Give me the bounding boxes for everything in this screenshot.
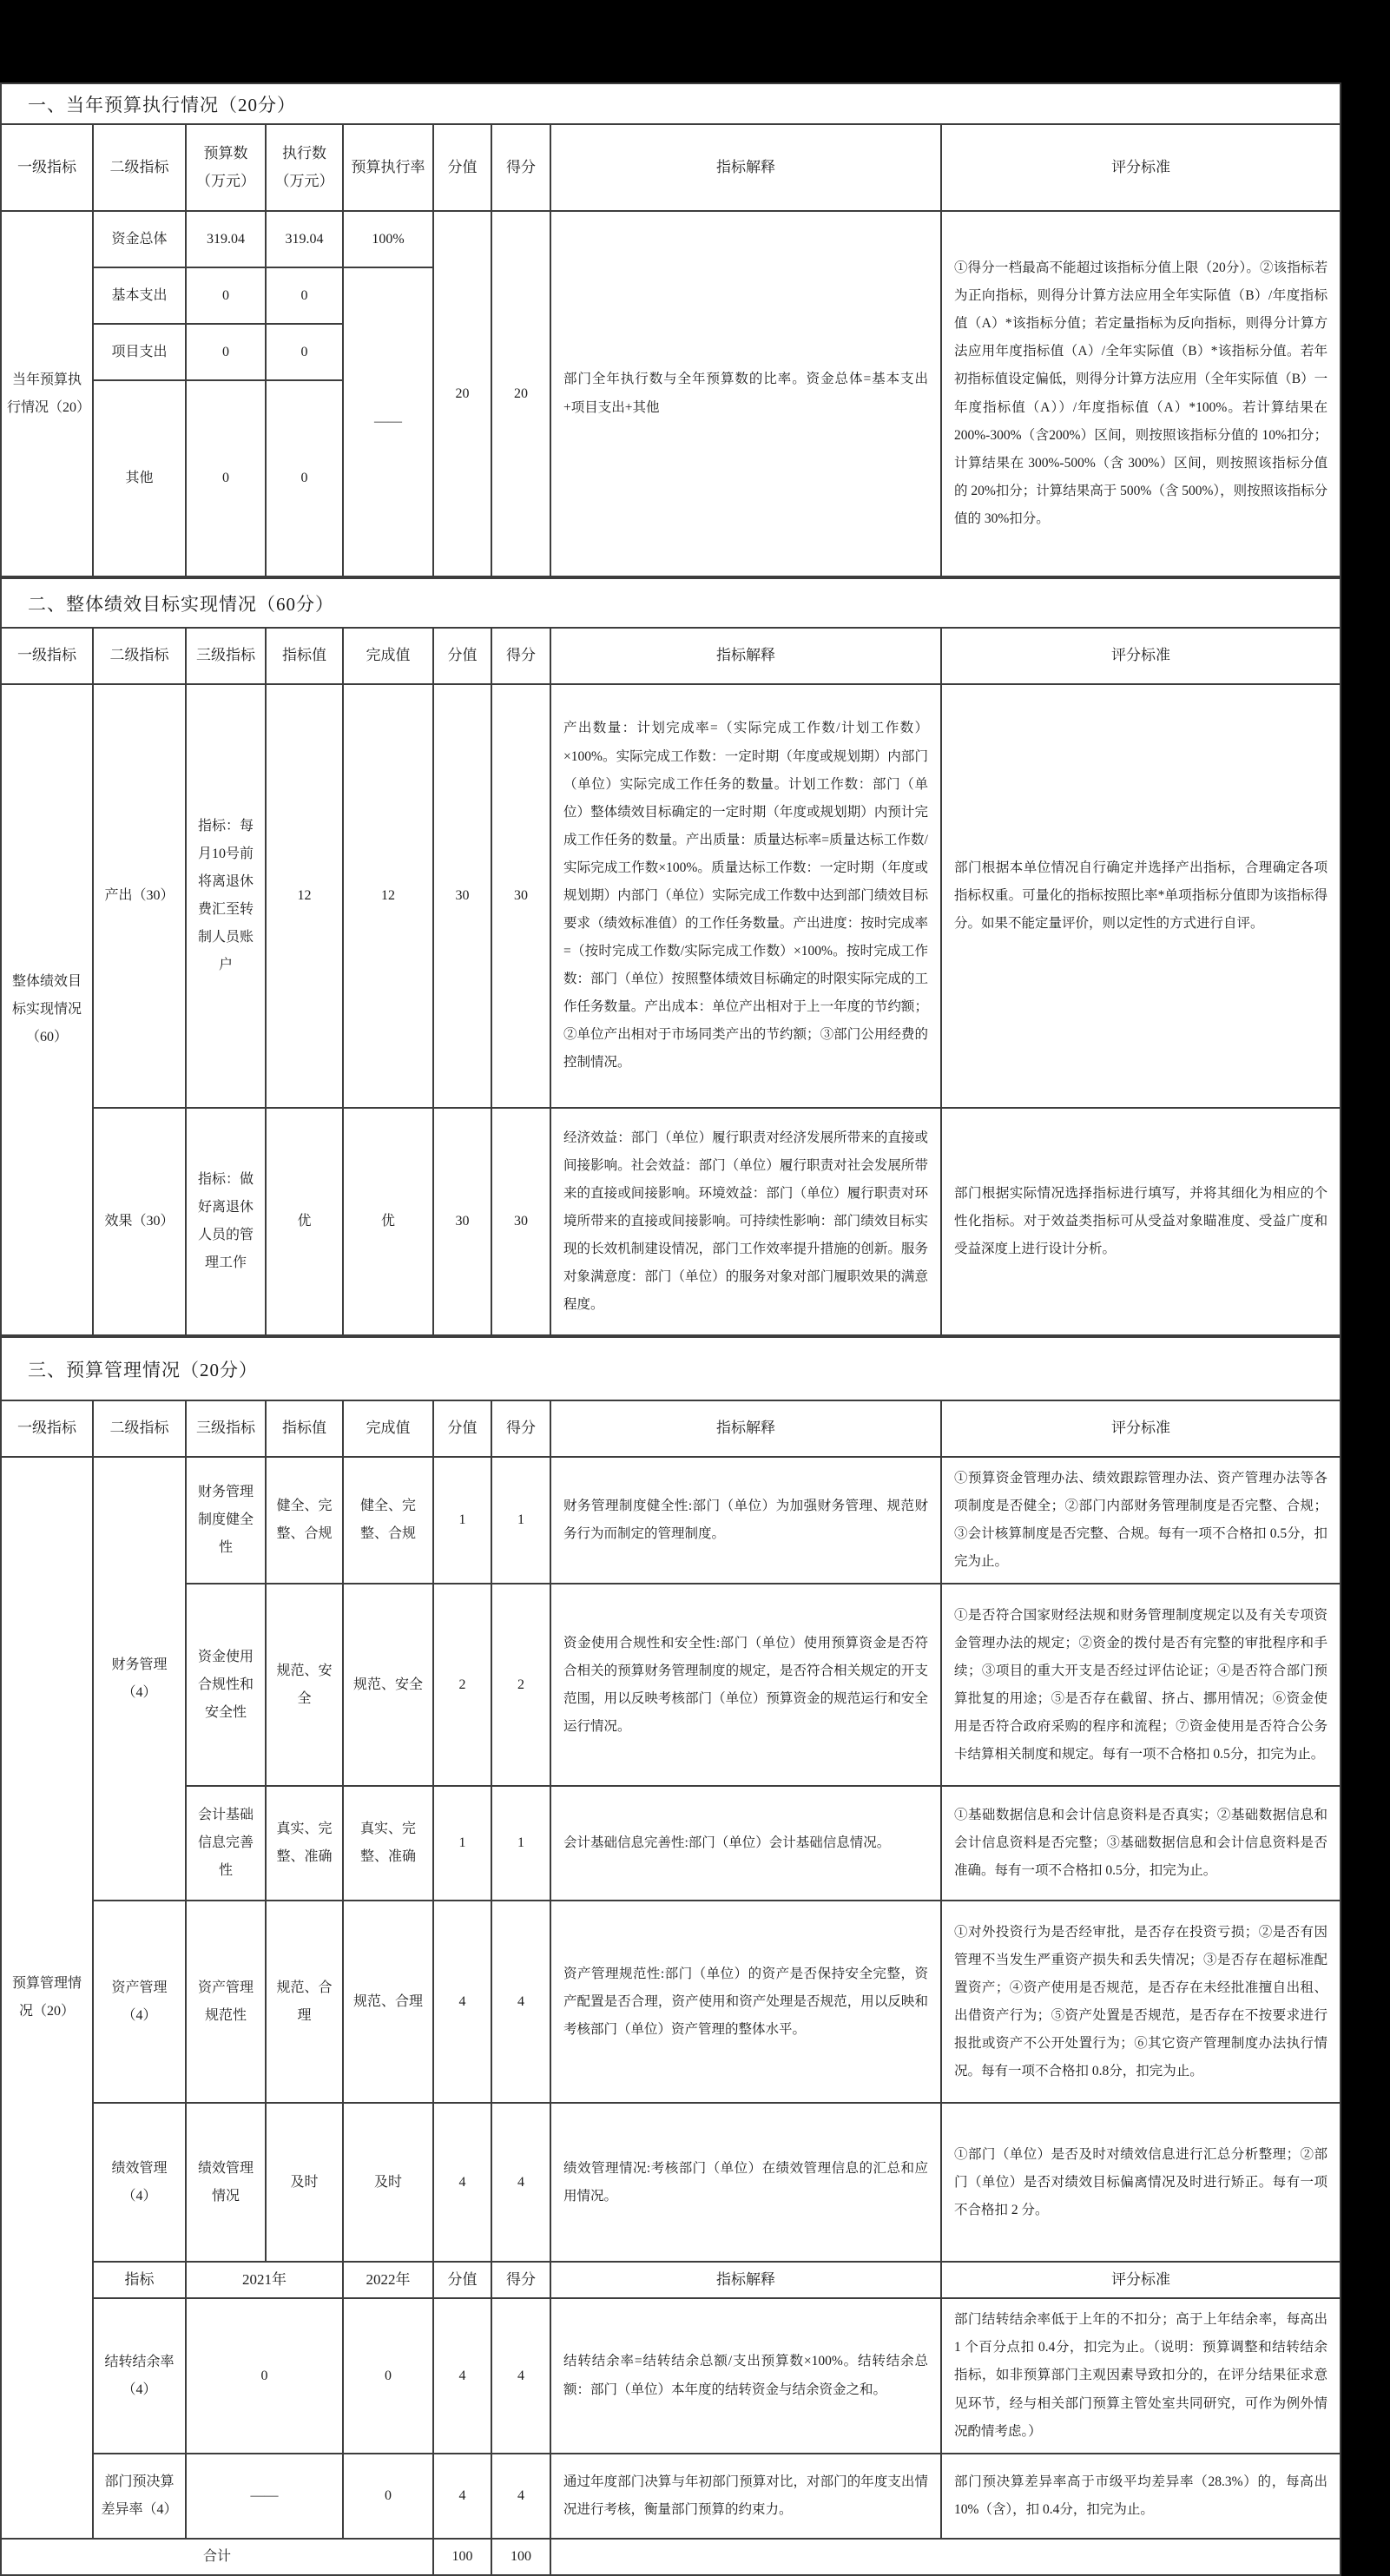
cell-score: 20	[491, 211, 550, 576]
col-header-level2: 二级指标	[93, 1400, 186, 1457]
cell-points: 4	[433, 2103, 491, 2262]
cell-executed: 0	[266, 324, 343, 380]
col-header-criteria: 评分标准	[941, 124, 1341, 211]
col-header-level2: 二级指标	[93, 124, 186, 211]
col-header-level2: 二级指标	[93, 628, 186, 684]
col-header-level1: 一级指标	[1, 1400, 93, 1457]
sub-header-points: 分值	[433, 2262, 491, 2298]
cell-target-value: 优	[266, 1108, 343, 1335]
sub-header-2022: 2022年	[343, 2262, 433, 2298]
cell-level2-finance: 财务管理（4）	[93, 1457, 186, 1901]
cell-done-value: 规范、安全	[343, 1584, 433, 1786]
col-header-done: 完成值	[343, 628, 433, 684]
table-row	[1, 211, 1341, 267]
cell-done-value: 12	[343, 684, 433, 1108]
cell-points: 30	[433, 1108, 491, 1335]
sub-header-indicator: 指标	[93, 2262, 186, 2298]
col-header-level3: 三级指标	[186, 628, 266, 684]
total-row	[1, 2539, 1341, 2575]
col-header-executed: 执行数（万元）	[266, 124, 343, 211]
table-row	[1, 1457, 1341, 1584]
cell-rate-merged: ——	[343, 267, 433, 576]
section2-header-row	[1, 628, 1341, 684]
cell-budget: 0	[186, 324, 266, 380]
cell-explanation: 部门全年执行数与全年预算数的比率。资金总体=基本支出+项目支出+其他	[550, 211, 941, 576]
cell-target-value: 健全、完整、合规	[266, 1457, 343, 1584]
col-header-points: 分值	[433, 628, 491, 684]
section1-table	[0, 82, 1341, 577]
table-row	[1, 2298, 1341, 2453]
col-header-explanation: 指标解释	[550, 1400, 941, 1457]
cell-2022-value: 0	[343, 2298, 433, 2453]
cell-score: 4	[491, 2454, 550, 2539]
cell-score: 1	[491, 1786, 550, 1901]
cell-executed: 319.04	[266, 211, 343, 267]
cell-level2-indicator: 效果（30）	[93, 1108, 186, 1335]
sub-header-criteria: 评分标准	[941, 2262, 1341, 2298]
table-row	[1, 2103, 1341, 2262]
cell-total-label: 合计	[1, 2539, 433, 2575]
cell-level3-indicator: 会计基础信息完善性	[186, 1786, 266, 1901]
table-row	[1, 1584, 1341, 1786]
col-header-explanation: 指标解释	[550, 124, 941, 211]
col-header-points: 分值	[433, 1400, 491, 1457]
sub-header-score: 得分	[491, 2262, 550, 2298]
document-page	[0, 82, 1340, 2564]
section3-title: 三、预算管理情况（20分）	[1, 1337, 1341, 1400]
cell-criteria: ①预算资金管理办法、绩效跟踪管理办法、资产管理办法等各项制度是否健全；②部门内部财务管理制度是否完整、合规；③会计核算制度是否完整、合规。每有一项不合格扣 0.5分，扣完为止。	[941, 1457, 1341, 1584]
cell-criteria: ①对外投资行为是否经审批，是否存在投资亏损；②是否有因管理不当发生严重资产损失和丢失情况；③是否存在超标准配置资产；④资产使用是否规范，是否存在未经批准擅自出租、出借资产行为；⑤资产处置是否规范，是否存在不按要求进行报批或资产不公开处置行为；⑥其它资产管理制度办法执行情况。每有一项不合格扣 0.8分，扣完为止。	[941, 1901, 1341, 2103]
col-header-score: 得分	[491, 1400, 550, 1457]
cell-criteria: 部门预决算差异率高于市级平均差异率（28.3%）的，每高出 10%（含），扣 0.4分，扣完为止。	[941, 2454, 1341, 2539]
cell-target-value: 12	[266, 684, 343, 1108]
section1-header-row	[1, 124, 1341, 211]
table-row	[1, 684, 1341, 1108]
cell-level2-indicator: 产出（30）	[93, 684, 186, 1108]
cell-target-value: 规范、合理	[266, 1901, 343, 2103]
col-header-criteria: 评分标准	[941, 628, 1341, 684]
cell-row-label: 项目支出	[93, 324, 186, 380]
cell-criteria: ①基础数据信息和会计信息资料是否真实；②基础数据信息和会计信息资料是否完整；③基础数据信息和会计信息资料是否准确。每有一项不合格扣 0.5分，扣完为止。	[941, 1786, 1341, 1901]
section1-title: 一、当年预算执行情况（20分）	[1, 83, 1341, 124]
table-row	[1, 1108, 1341, 1335]
col-header-done: 完成值	[343, 1400, 433, 1457]
cell-budget: 319.04	[186, 211, 266, 267]
section3-title-row	[1, 1337, 1341, 1400]
cell-points: 4	[433, 1901, 491, 2103]
sub-header-2021: 2021年	[186, 2262, 343, 2298]
cell-explanation: 通过年度部门决算与年初部门预算对比，对部门的年度支出情况进行考核，衡量部门预算的约束力。	[550, 2454, 941, 2539]
cell-sub-label: 部门预决算差异率（4）	[93, 2454, 186, 2539]
cell-sub-label: 结转结余率（4）	[93, 2298, 186, 2453]
cell-level3-indicator: 绩效管理情况	[186, 2103, 266, 2262]
cell-level2-asset: 资产管理（4）	[93, 1901, 186, 2103]
table-row	[1, 1901, 1341, 2103]
cell-criteria: ①是否符合国家财经法规和财务管理制度规定以及有关专项资金管理办法的规定；②资金的拨付是否有完整的审批程序和手续；③项目的重大开支是否经过评估论证；④是否符合部门预算批复的用途；⑤是否存在截留、挤占、挪用情况；⑥资金使用是否符合政府采购的程序和流程；⑦资金使用是否符合公务卡结算相关制度和规定。每有一项不合格扣 0.5分，扣完为止。	[941, 1584, 1341, 1786]
col-header-budget: 预算数（万元）	[186, 124, 266, 211]
section3-table	[0, 1336, 1341, 2576]
cell-target-value: 规范、安全	[266, 1584, 343, 1786]
cell-explanation: 绩效管理情况:考核部门（单位）在绩效管理信息的汇总和应用情况。	[550, 2103, 941, 2262]
cell-row-label: 基本支出	[93, 267, 186, 324]
cell-rate: 100%	[343, 211, 433, 267]
cell-explanation: 经济效益：部门（单位）履行职责对经济发展所带来的直接或间接影响。社会效益：部门（单位）履行职责对社会发展所带来的直接或间接影响。环境效益：部门（单位）履行职责对环境所带来的直接或间接影响。可持续性影响：部门绩效目标实现的长效机制建设情况，部门工作效率提升措施的创新。服务对象满意度：部门（单位）的服务对象对部门履职效果的满意程度。	[550, 1108, 941, 1335]
cell-level1-indicator: 整体绩效目标实现情况（60）	[1, 684, 93, 1335]
cell-executed: 0	[266, 267, 343, 324]
section2-table	[0, 577, 1341, 1336]
cell-score: 30	[491, 684, 550, 1108]
cell-score: 2	[491, 1584, 550, 1786]
cell-2021-value: 0	[186, 2298, 343, 2453]
cell-budget: 0	[186, 267, 266, 324]
table-row	[1, 2454, 1341, 2539]
col-header-level1: 一级指标	[1, 124, 93, 211]
cell-points: 4	[433, 2454, 491, 2539]
cell-level1-indicator: 预算管理情况（20）	[1, 1457, 93, 2539]
cell-2022-value: 0	[343, 2454, 433, 2539]
cell-points: 1	[433, 1457, 491, 1584]
cell-explanation: 产出数量：计划完成率=（实际完成工作数/计划工作数）×100%。实际完成工作数：一定时期（年度或规划期）内部门（单位）实际完成工作任务的数量。计划工作数：部门（单位）整体绩效目标确定的一定时期（年度或规划期）内预计完成工作任务的数量。产出质量：质量达标率=质量达标工作数/实际完成工作数×100%。质量达标工作数：一定时期（年度或规划期）内部门（单位）实际完成工作数中达到部门绩效目标要求（绩效标准值）的工作任务数量。产出进度：按时完成率=（按时完成工作数/实际完成工作数）×100%。按时完成工作数：部门（单位）按照整体绩效目标确定的时限实际完成的工作任务数量。产出成本：单位产出相对于上一年度的节约额；②单位产出相对于市场同类产出的节约额；③部门公用经费的控制情况。	[550, 684, 941, 1108]
cell-score: 4	[491, 1901, 550, 2103]
cell-explanation: 会计基础信息完善性:部门（单位）会计基础信息情况。	[550, 1786, 941, 1901]
col-header-points: 分值	[433, 124, 491, 211]
cell-level3-indicator: 财务管理制度健全性	[186, 1457, 266, 1584]
cell-level3-indicator: 指标：做好离退休人员的管理工作	[186, 1108, 266, 1335]
section3-header-row	[1, 1400, 1341, 1457]
cell-points: 30	[433, 684, 491, 1108]
cell-score: 4	[491, 2298, 550, 2453]
cell-budget: 0	[186, 380, 266, 576]
cell-total-points: 100	[433, 2539, 491, 2575]
cell-score: 4	[491, 2103, 550, 2262]
col-header-score: 得分	[491, 124, 550, 211]
col-header-score: 得分	[491, 628, 550, 684]
col-header-level3: 三级指标	[186, 1400, 266, 1457]
cell-total-score: 100	[491, 2539, 550, 2575]
col-header-target: 指标值	[266, 628, 343, 684]
col-header-rate: 预算执行率	[343, 124, 433, 211]
cell-done-value: 健全、完整、合规	[343, 1457, 433, 1584]
cell-score: 1	[491, 1457, 550, 1584]
cell-criteria: 部门结转结余率低于上年的不扣分；高于上年结余率，每高出 1 个百分点扣 0.4分，扣完为止。（说明：预算调整和结转结余指标，如非预算部门主观因素导致扣分的，在评分结果征求意见环节，经与相关部门预算主管处室共同研究，可作为例外情况酌情考虑。）	[941, 2298, 1341, 2453]
cell-level1-indicator: 当年预算执行情况（20）	[1, 211, 93, 576]
cell-explanation: 结转结余率=结转结余总额/支出预算数×100%。结转结余总额：部门（单位）本年度的结转资金与结余资金之和。	[550, 2298, 941, 2453]
cell-level3-indicator: 资产管理规范性	[186, 1901, 266, 2103]
cell-points: 1	[433, 1786, 491, 1901]
col-header-target: 指标值	[266, 1400, 343, 1457]
section2-title-row	[1, 578, 1341, 628]
table-row	[1, 1786, 1341, 1901]
cell-2021-value: ——	[186, 2454, 343, 2539]
cell-criteria: ①得分一档最高不能超过该指标分值上限（20分）。②该指标若为正向指标，则得分计算方法应用全年实际值（B）/年度指标值（A）*该指标分值；若定量指标为反向指标，则得分计算方法应用年度指标值（A）/全年实际值（B）*该指标分值。若年初指标值设定偏低，则得分计算方法应用（全年实际值（B）一年度指标值（A））/年度指标值（A）*100%。若计算结果在 200%-300%（含200%）区间，则按照该指标分值的 10%扣分；计算结果在 300%-500%（含 300%）区间，则按照该指标分值的 20%扣分；计算结果高于 500%（含 500%），则按照该指标分值的 30%扣分。	[941, 211, 1341, 576]
cell-target-value: 真实、完整、准确	[266, 1786, 343, 1901]
col-header-explanation: 指标解释	[550, 628, 941, 684]
cell-done-value: 真实、完整、准确	[343, 1786, 433, 1901]
cell-done-value: 及时	[343, 2103, 433, 2262]
cell-explanation: 资金使用合规性和安全性:部门（单位）使用预算资金是否符合相关的预算财务管理制度的规定，是否符合相关规定的开支范围，用以反映考核部门（单位）预算资金的规范运行和安全运行情况。	[550, 1584, 941, 1786]
cell-done-value: 规范、合理	[343, 1901, 433, 2103]
cell-done-value: 优	[343, 1108, 433, 1335]
cell-target-value: 及时	[266, 2103, 343, 2262]
cell-criteria: 部门根据本单位情况自行确定并选择产出指标，合理确定各项指标权重。可量化的指标按照比率*单项指标分值即为该指标得分。如果不能定量评价，则以定性的方式进行自评。	[941, 684, 1341, 1108]
cell-points: 2	[433, 1584, 491, 1786]
cell-total-empty	[550, 2539, 1341, 2575]
cell-level3-indicator: 资金使用合规性和安全性	[186, 1584, 266, 1786]
cell-row-label: 其他	[93, 380, 186, 576]
cell-level3-indicator: 指标：每月10号前将离退休费汇至转制人员账户	[186, 684, 266, 1108]
cell-points: 20	[433, 211, 491, 576]
sub-header-explanation: 指标解释	[550, 2262, 941, 2298]
cell-points: 4	[433, 2298, 491, 2453]
col-header-criteria: 评分标准	[941, 1400, 1341, 1457]
cell-explanation: 财务管理制度健全性:部门（单位）为加强财务管理、规范财务行为而制定的管理制度。	[550, 1457, 941, 1584]
cell-criteria: ①部门（单位）是否及时对绩效信息进行汇总分析整理；②部门（单位）是否对绩效目标偏离情况及时进行矫正。每有一项不合格扣 2 分。	[941, 2103, 1341, 2262]
col-header-level1: 一级指标	[1, 628, 93, 684]
section2-title: 二、整体绩效目标实现情况（60分）	[1, 578, 1341, 628]
cell-executed: 0	[266, 380, 343, 576]
section1-title-row	[1, 83, 1341, 124]
cell-score: 30	[491, 1108, 550, 1335]
cell-explanation: 资产管理规范性:部门（单位）的资产是否保持安全完整，资产配置是否合理，资产使用和资产处理是否规范，用以反映和考核部门（单位）资产管理的整体水平。	[550, 1901, 941, 2103]
cell-criteria: 部门根据实际情况选择指标进行填写，并将其细化为相应的个性化指标。对于效益类指标可从受益对象瞄准度、受益广度和受益深度上进行设计分析。	[941, 1108, 1341, 1335]
cell-row-label: 资金总体	[93, 211, 186, 267]
sub-header-row	[1, 2262, 1341, 2298]
cell-level2-perf: 绩效管理（4）	[93, 2103, 186, 2262]
